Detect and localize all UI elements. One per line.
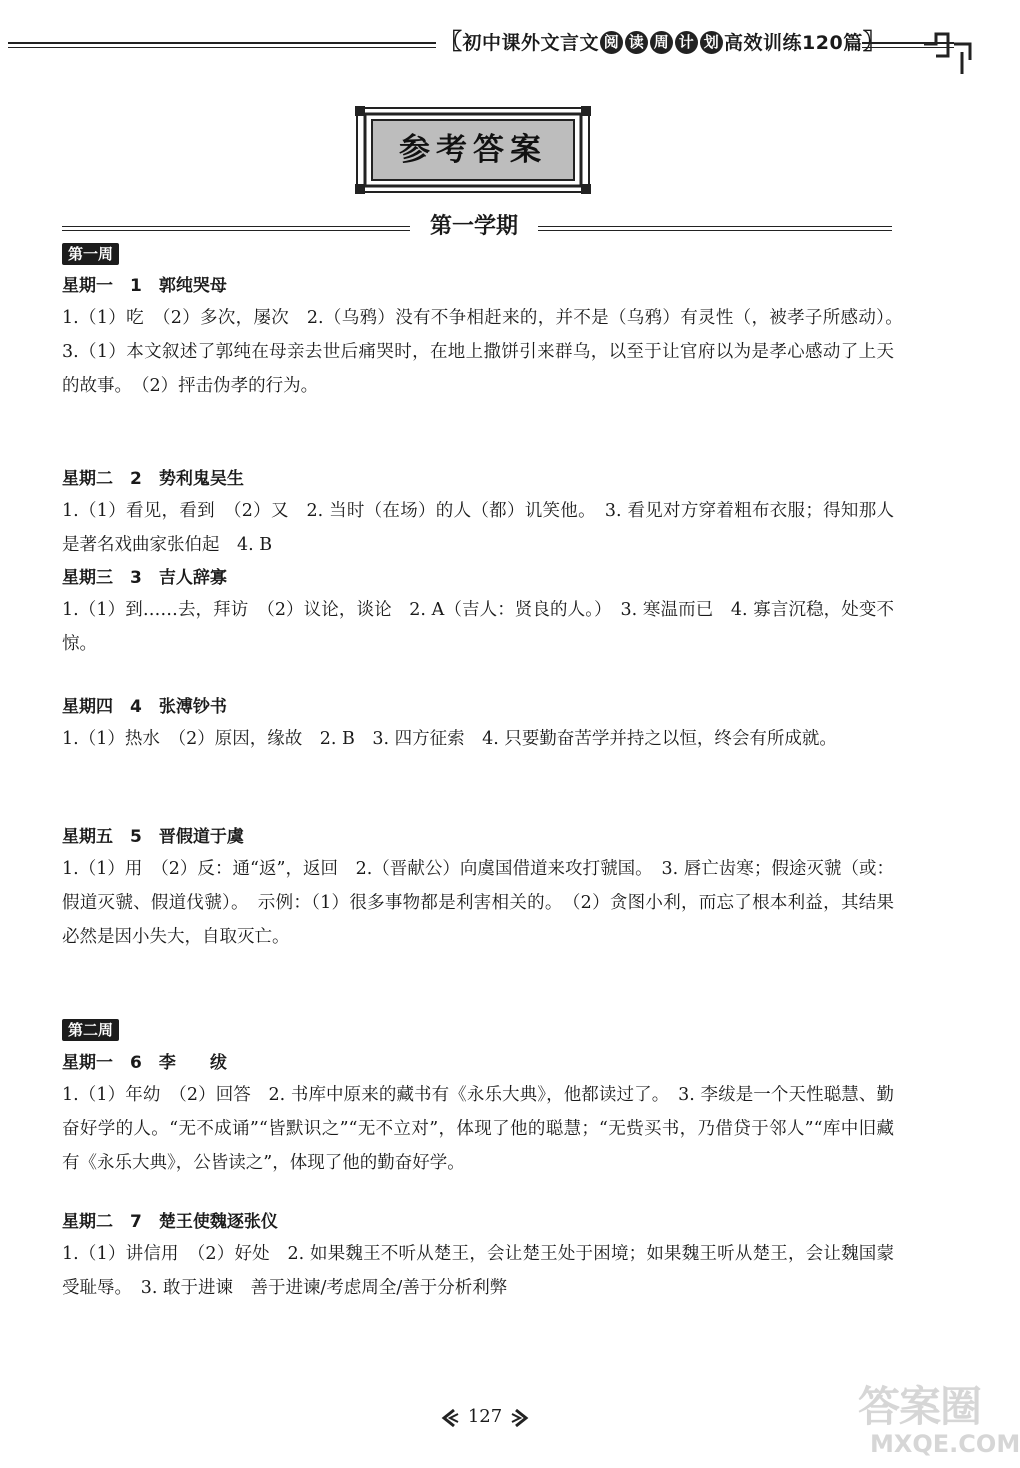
entry-heading: 星期一 1 郭纯哭母 [62,276,227,296]
page-number [440,1402,530,1432]
book-title-badge: 周 [650,31,673,54]
semester-rule-right [538,226,892,227]
entry-answer: 1.（1）到……去，拜访 （2）议论，谈论 2. A（吉人：贤良的人。） 3. 寒温而已 4. 寡言沉稳，处变不惊。 [62,600,894,654]
week-tag: 第一周 [62,243,119,265]
bracket-close-icon: 〗 [862,30,886,55]
running-header [0,28,1000,64]
entry-answer: 1.（1）讲信用 （2）好处 2. 如果魏王不听从楚王，会让楚王处于困境；如果魏王听从楚王，会让魏国蒙受耻辱。 3. 敢于进谏 善于进谏/考虑周全/善于分析利弊 [62,1244,894,1298]
answer-entry [62,464,894,562]
entry-answer: 1.（1）吃 （2）多次，屡次 2.（乌鸦）没有不争相赶来的，并不是（乌鸦）有灵性（，被孝子所感动）。 3.（1）本文叙述了郭纯在母亲去世后痛哭时，在地上撒饼引来群乌，以至于让官府以为是孝心感动了上天的故事。 （2）抨击伪孝的行为。 [62,308,912,396]
entry-answer: 1.（1）年幼 （2）回答 2. 书库中原来的藏书有《永乐大典》，他都读过了。 3. 李绂是一个天性聪慧、勤奋好学的人。“无不成诵”“皆默识之”“无不立对”，体现了他的聪慧；“无赀买书，乃借贷于邻人”“库中旧藏有《永乐大典》，公皆读之”，体现了他的勤奋好学。 [62,1085,894,1173]
entry-answer: 1.（1）用 （2）反：通“返”，返回 2.（晋献公）向虞国借道来攻打虢国。 3. 唇亡齿寒；假途灭虢（或：假道灭虢、假道伐虢）。 示例：（1）很多事物都是利害相关的。 （2）贪图小利，而忘了根本利益，其结果必然是因小失大，自取灭亡。 [62,859,894,947]
header-rule-left [8,42,436,44]
entry-heading: 星期三 3 吉人辞寡 [62,568,227,588]
chevron-right-icon [510,1408,530,1428]
entry-answer: 1.（1）看见，看到 （2）又 2. 当时（在场）的人（都）讥笑他。 3. 看见对方穿着粗布衣服；得知那人是著名戏曲家张伯起 4. B [62,501,894,555]
watermark-logo: 答案圈 [858,1382,982,1431]
book-title [440,28,885,58]
answer-entry [62,692,894,756]
week-tag: 第二周 [62,1019,119,1041]
answer-entry [62,1207,894,1305]
semester-rule-left [62,226,410,227]
entry-answer: 1.（1）热水 （2）原因，缘故 2. B 3. 四方征索 4. 只要勤奋苦学并持之以恒，终会有所成就。 [62,729,837,749]
book-title-badge: 划 [700,31,723,54]
book-title-part-b: 高效训练120篇 [724,32,863,54]
semester-heading [62,210,892,244]
semester-title: 第一学期 [429,214,518,239]
book-title-part-a: 初中课外文言文 [462,32,600,54]
book-title-badge: 阅 [600,31,623,54]
entry-heading: 星期一 6 李 绂 [62,1053,227,1073]
chevron-left-icon [440,1408,460,1428]
answer-entry [62,822,894,954]
answer-entry [62,271,912,403]
entry-heading: 星期五 5 晋假道于虞 [62,827,244,847]
answer-banner [355,106,591,194]
corner-ornament-icon [924,30,976,80]
answer-entry [62,563,894,661]
entry-heading: 星期四 4 张溥钞书 [62,697,227,717]
banner-title: 参考答案 [399,132,547,168]
entry-heading: 星期二 7 楚王使魏逐张仪 [62,1212,278,1232]
page-number-text: 127 [467,1406,503,1427]
book-title-badge: 计 [675,31,698,54]
bracket-open-icon: 〖 [440,30,463,55]
book-title-badge: 读 [625,31,648,54]
watermark-url: MXQE.COM [870,1430,1020,1458]
answer-entry [62,1048,894,1180]
entry-heading: 星期二 2 势利鬼吴生 [62,469,244,489]
